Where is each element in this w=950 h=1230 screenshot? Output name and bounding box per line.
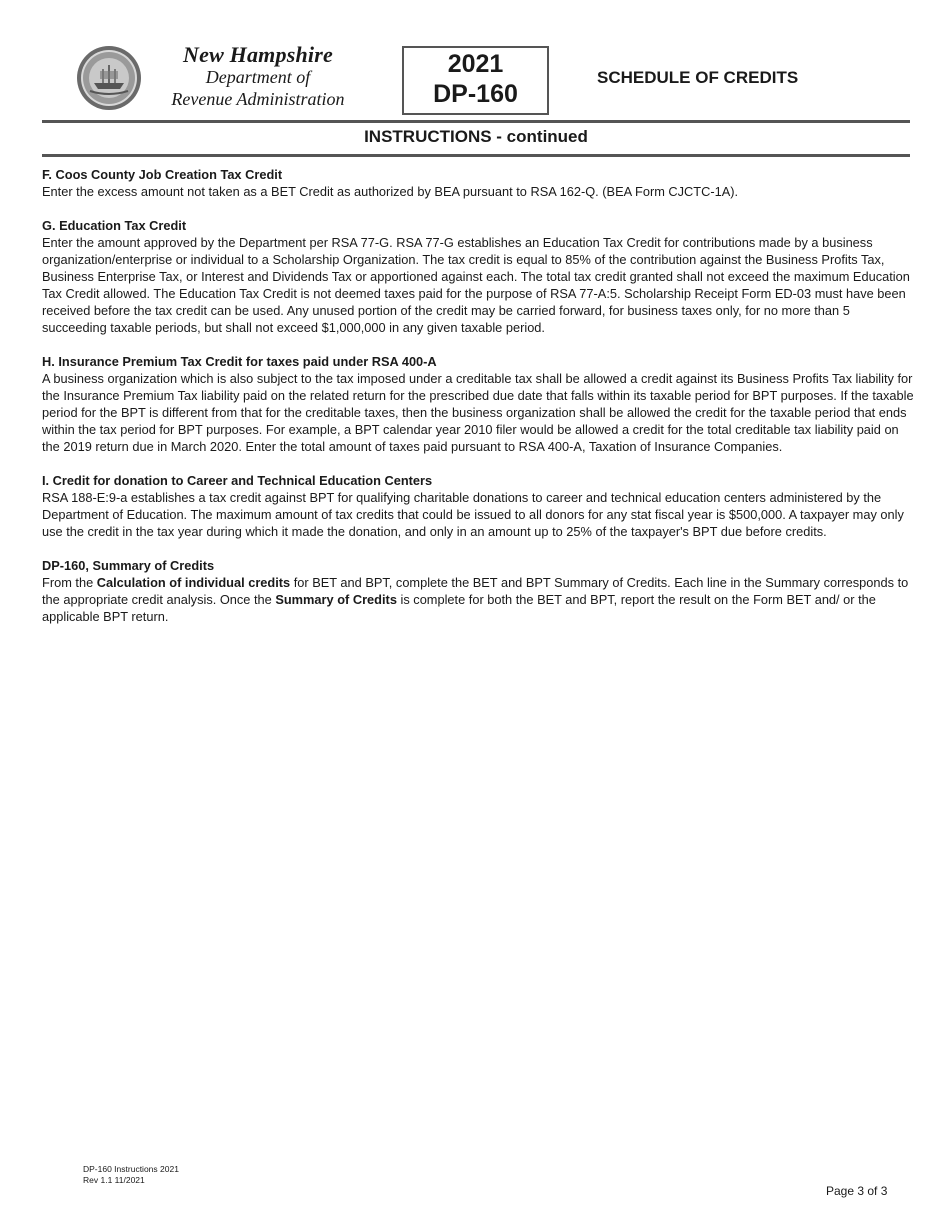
section-text: Enter the amount approved by the Department per RSA 77-G. RSA 77-G establishes an Education Tax Credit for contributions made by a business organization/enterprise or individual to a Scholarship Organization. The tax credit is equal to 85% of the contribution against the Business Profits Tax, Business Enterprise Tax, or Interest and Dividends Tax or apportioned against each. The total tax credit granted shall not exceed the maximum Education Tax Credit allowed. The Education Tax Credit is not deemed taxes paid for the purpose of RSA 77-A:5. Scholarship Receipt Form ED-03 must have been received before the tax credit can be used. Any unused portion of the credit may be carried forward, for business taxes only, for no more than 5 succeeding taxable periods, but shall not exceed $1,000,000 in any given taxable period. bbox=[42, 235, 910, 335]
department-line-2: Revenue Administration bbox=[171, 89, 345, 109]
section-heading: G. Education Tax Credit bbox=[42, 218, 187, 233]
section-text: Enter the excess amount not taken as a BET Credit as authorized by BEA pursuant to RSA 162-Q. (BEA Form CJCTC-1A). bbox=[42, 184, 739, 199]
instructions-body bbox=[42, 166, 918, 642]
header-divider-top bbox=[42, 120, 910, 123]
footer-revision bbox=[83, 1164, 179, 1186]
section-text: RSA 188-E:9-a establishes a tax credit against BPT for qualifying charitable donations to career and technical education centers administered by the Department of Education. The maximum amount of tax credits that could be issued to all donors for any stat fiscal year is $500,000. A taxpayer may only use the credit in the tax year during which it made the donation, and only in an amount up to 25% of the taxpayer's BPT due before credits. bbox=[42, 490, 904, 539]
summary-text-2: for BET and BPT, complete the BET and BPT Summary of Credits. Each line in the Summary corresponds to the appropriate credit analysis. Once the bbox=[42, 575, 909, 607]
section-f bbox=[42, 166, 918, 200]
footer-line-2: Rev 1.1 11/2021 bbox=[83, 1175, 145, 1185]
section-g bbox=[42, 217, 918, 336]
department-line-1: Department of bbox=[205, 67, 311, 87]
form-id-box bbox=[402, 46, 549, 115]
section-heading: H. Insurance Premium Tax Credit for taxes paid under RSA 400-A bbox=[42, 354, 437, 369]
section-text: A business organization which is also subject to the tax imposed under a creditable tax shall be allowed a credit against its Business Profits Tax liability for the Insurance Premium Tax liability paid on the related return for the prescribed due date that falls within its taxable period for BPT purposes. If the taxable period for the BPT is different from that for the creditable taxes, then the business organization shall be allowed the credit for the taxable period that ends within the tax period for BPT purposes. For example, a BPT calendar year 2010 filer would be allowed a credit for the total creditable tax liability paid on the 2019 return due in March 2020. Enter the total amount of taxes paid pursuant to RSA 400-A, Taxation of Insurance Companies. bbox=[42, 371, 914, 454]
state-name: New Hampshire bbox=[183, 42, 333, 67]
section-heading: F. Coos County Job Creation Tax Credit bbox=[42, 167, 283, 182]
summary-bold-1: Calculation of individual credits bbox=[96, 575, 291, 590]
footer-line-1: DP-160 Instructions 2021 bbox=[83, 1164, 179, 1174]
form-year: 2021 bbox=[447, 50, 504, 78]
state-seal-icon bbox=[76, 45, 142, 111]
agency-name bbox=[148, 44, 368, 110]
header-divider-bottom bbox=[42, 154, 910, 157]
summary-text-3: is complete for both the BET and BPT, report the result on the Form BET and/ or the applicable BPT return. bbox=[42, 592, 876, 624]
schedule-title: SCHEDULE OF CREDITS bbox=[597, 68, 799, 87]
instructions-subtitle: INSTRUCTIONS - continued bbox=[364, 127, 588, 146]
summary-text-1: From the bbox=[42, 575, 97, 590]
section-summary bbox=[42, 557, 918, 625]
section-text bbox=[42, 574, 918, 625]
section-heading: I. Credit for donation to Career and Technical Education Centers bbox=[42, 473, 433, 488]
page-number: Page 3 of 3 bbox=[826, 1184, 888, 1198]
section-i bbox=[42, 472, 918, 540]
form-number: DP-160 bbox=[433, 80, 518, 108]
section-h bbox=[42, 353, 918, 455]
section-heading: DP-160, Summary of Credits bbox=[42, 558, 215, 573]
summary-bold-2: Summary of Credits bbox=[275, 592, 397, 607]
